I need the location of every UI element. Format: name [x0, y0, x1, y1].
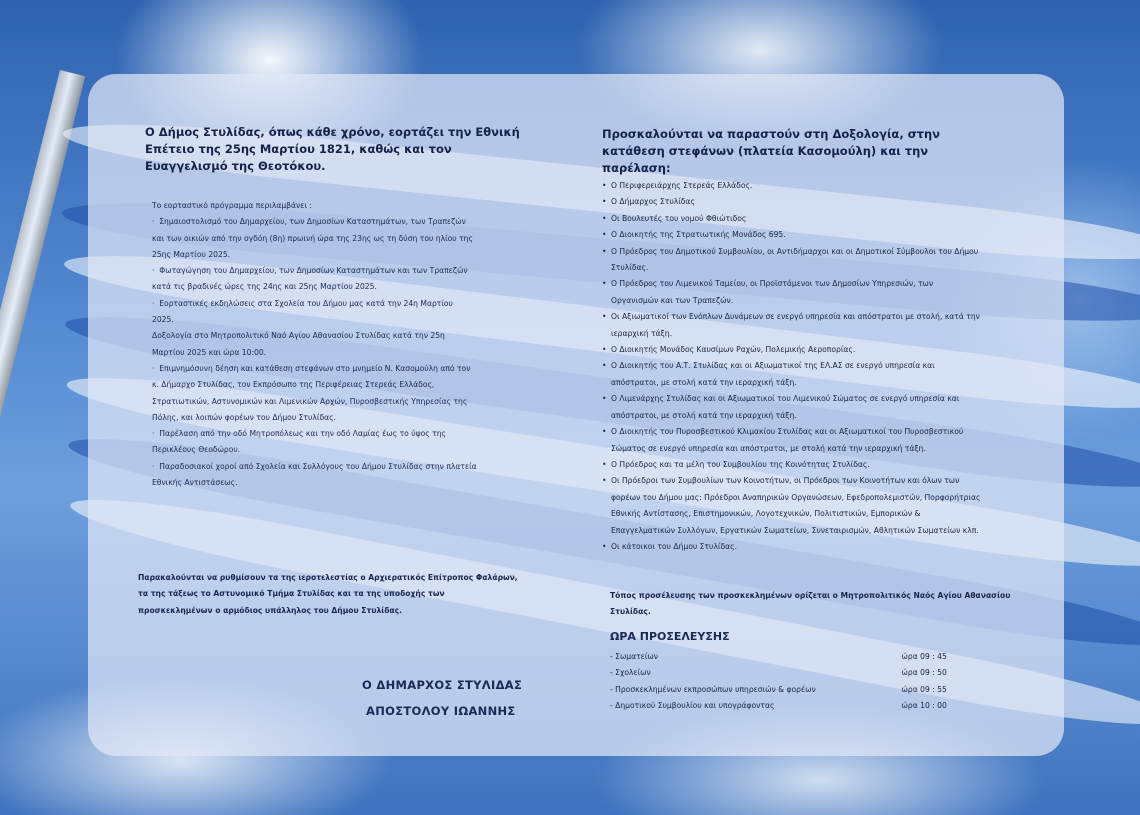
invitee-item: • Οι Πρόεδροι των Συμβουλίων των Κοινοτήτων, οι Πρόεδροι των Κοινοτήτων και όλων των φορέων του Δήμου μας: Πρόεδροι Αναπηρικών Οργανώσεων, Εφεδροπολεμιστών, Πορφορήτριας Εθνικής Αντίστασης, Επιστημονικών, Λογοτεχνικών, Πολιτιστικών, Εμπορικών & Επαγγελματικών Συλλόγων, Εργατικών Σωματείων, Συνεταιρισμών, Αθλητικών Σωματείων κλπ. — [602, 473, 982, 539]
invitees-list — [602, 178, 982, 555]
arrival-row — [610, 682, 970, 698]
invitee-item: • Ο Περιφερειάρχης Στερεάς Ελλάδος. — [602, 178, 982, 194]
arrival-time: ώρα 10 : 00 — [901, 700, 947, 710]
arrival-time-title: ΩΡΑ ΠΡΟΣΕΛΕΥΣΗΣ — [610, 630, 730, 643]
invitation-text: Προσκαλούνται να παραστούν στη Δοξολογία, στην κατάθεση στεφάνων (πλατεία Κασομούλη) και την παρέλαση: — [602, 127, 941, 175]
invitee-item: • Ο Διοικητής του Πυροσβεστικού Κλιμακίου Στυλίδας και οι Αξιωματικοί του Πυροσβεστικού Σώματος σε ενεργό υπηρεσία και απόστρατοι, με στολή κατά την ιεραρχική τάξη. — [602, 424, 982, 457]
ceremony-note: Παρακαλούνται να ρυθμίσουν τα της ιεροτελεστίας ο Αρχιερατικός Επίτροπος Φαλάρων, τα της τάξεως το Αστυνομικό Τμήμα Στυλίδας και τα της υποδοχής των προσκεκλημένων ο αρμόδιος υπάλληλος του Δήμου Στυλίδας. — [138, 573, 518, 615]
program-item: · Εορταστικές εκδηλώσεις στα Σχολεία του Δήμου μας κατά την 24η Μαρτίου 2025. — [152, 298, 453, 325]
invitee-item: • Οι Βουλευτές του νομού Φθιώτιδος — [602, 211, 982, 227]
invitee-item: • Ο Λιμενάρχης Στυλίδας και οι Αξιωματικοί του Λιμενικού Σώματος σε ενεργό υπηρεσία και απόστρατοι, με στολή κατά την ιεραρχική τάξη. — [602, 391, 982, 424]
invitee-item: • Ο Διοικητής της Στρατιωτικής Μονάδος 695. — [602, 227, 982, 243]
invitee-item: • Ο Διοικητής Μονάδος Καυσίμων Ραχών, Πολεμικής Αεροπορίας. — [602, 342, 982, 358]
invitee-item: • Ο Δήμαρχος Στυλίδας — [602, 194, 982, 210]
program-item: · Παρέλαση από την οδό Μητροπόλεως και την οδό Λαμίας έως το ύψος της Περικλέους Θεοδώρου. — [152, 429, 446, 455]
invitee-item: • Ο Πρόεδρος του Λιμενικού Ταμείου, οι Προϊστάμενοι των Δημοσίων Υπηρεσιών, των Οργανισμών και των Τραπεζών. — [602, 276, 982, 309]
program-item: · Παραδοσιακοί χοροί από Σχολεία και Συλλόγους του Δήμου Στυλίδας στην πλατεία Εθνικής Αντιστάσεως. — [152, 461, 477, 488]
venue-note: Τόπος προσέλευσης των προσκεκλημένων ορίζεται ο Μητροπολιτικός Ναός Αγίου Αθανασίου Στυλίδας. — [610, 591, 1011, 617]
arrival-time: ώρα 09 : 55 — [901, 684, 947, 694]
arrival-label: - Δημοτικού Συμβουλίου και υπογράφοντας — [610, 700, 775, 710]
program-item: · Φωταγώγηση του Δημαρχείου, των Δημοσίων Καταστημάτων και των Τραπεζών κατά τις βραδινές ώρες της 24ης και 25ης Μαρτίου 2025. — [152, 266, 468, 292]
intro-text: Ο Δήμος Στυλίδας, όπως κάθε χρόνο, εορτάζει την Εθνική Επέτειο της 25ης Μαρτίου 1821, καθώς και τον Ευαγγελισμό της Θεοτόκου. — [145, 125, 520, 173]
invitee-item: • Ο Διοικητής του Α.Τ. Στυλίδας και οι Αξιωματικοί της ΕΛ.ΑΣ σε ενεργό υπηρεσία και απόστρατοι, με στολή κατά την ιεραρχική τάξη. — [602, 358, 982, 391]
invitee-item: • Οι κάτοικοι του Δήμου Στυλίδας. — [602, 539, 982, 555]
arrival-times — [610, 649, 970, 714]
program-item: · Σημαιοστολισμό του Δημαρχείου, των Δημοσίων Καταστημάτων, των Τραπεζών και των οικιών από την ογδόη (8η) πρωινή ώρα της 23ης ως τη δύση του ηλίου της 25ης Μαρτίου 2025. — [152, 217, 473, 259]
mayor-title: Ο ΔΗΜΑΡΧΟΣ ΣΤΥΛΙΔΑΣ — [362, 678, 523, 692]
arrival-time: ώρα 09 : 50 — [901, 668, 947, 678]
program-heading: Το εορταστικό πρόγραμμα περιλαμβάνει : — [152, 201, 312, 210]
program-section — [152, 198, 477, 491]
invitee-item: • Οι Αξιωματικοί των Ενόπλων Δυνάμεων σε ενεργό υπηρεσία και απόστρατοι με στολή, κατά την ιεραρχική τάξη. — [602, 309, 982, 342]
program-item: · Επιμνημόσυνη δέηση και κατάθεση στεφάνων στο μνημείο Ν. Κασομούλη από τον κ. Δήμαρχο Στυλίδας, τον Εκπρόσωπο της Περιφέρειας Στερεάς Ελλάδος, Στρατιωτικών, Αστυνομικών και Λιμενικών Αρχών, Πυροσβεστικής Υπηρεσίας της Πόλης, και λοιπών φορέων του Δήμου Στυλίδας. — [152, 363, 471, 422]
arrival-label: - Σωματείων — [610, 652, 658, 661]
invitee-item: • Ο Πρόεδρος του Δημοτικού Συμβουλίου, οι Αντιδήμαρχοι και οι Δημοτικοί Σύμβουλοι του Δήμου Στυλίδας. — [602, 244, 982, 277]
arrival-label: - Προσκεκλημένων εκπροσώπων υπηρεσιών & φορέων — [610, 684, 816, 694]
invitee-item: • Ο Πρόεδρος και τα μέλη του Συμβουλίου της Κοινότητας Στυλίδας. — [602, 457, 982, 473]
arrival-time: ώρα 09 : 45 — [901, 652, 947, 661]
arrival-label: - Σχολείων — [610, 668, 651, 678]
arrival-row — [610, 665, 970, 681]
mayor-name: ΑΠΟΣΤΟΛΟΥ ΙΩΑΝΝΗΣ — [366, 704, 516, 718]
arrival-row — [610, 698, 970, 714]
program-item: Δοξολογία στο Μητροπολιτικό Ναό Αγίου Αθανασίου Στυλίδας κατά την 25η Μαρτίου 2025 και ώρα 10:00. — [152, 331, 445, 357]
arrival-row — [610, 649, 970, 665]
